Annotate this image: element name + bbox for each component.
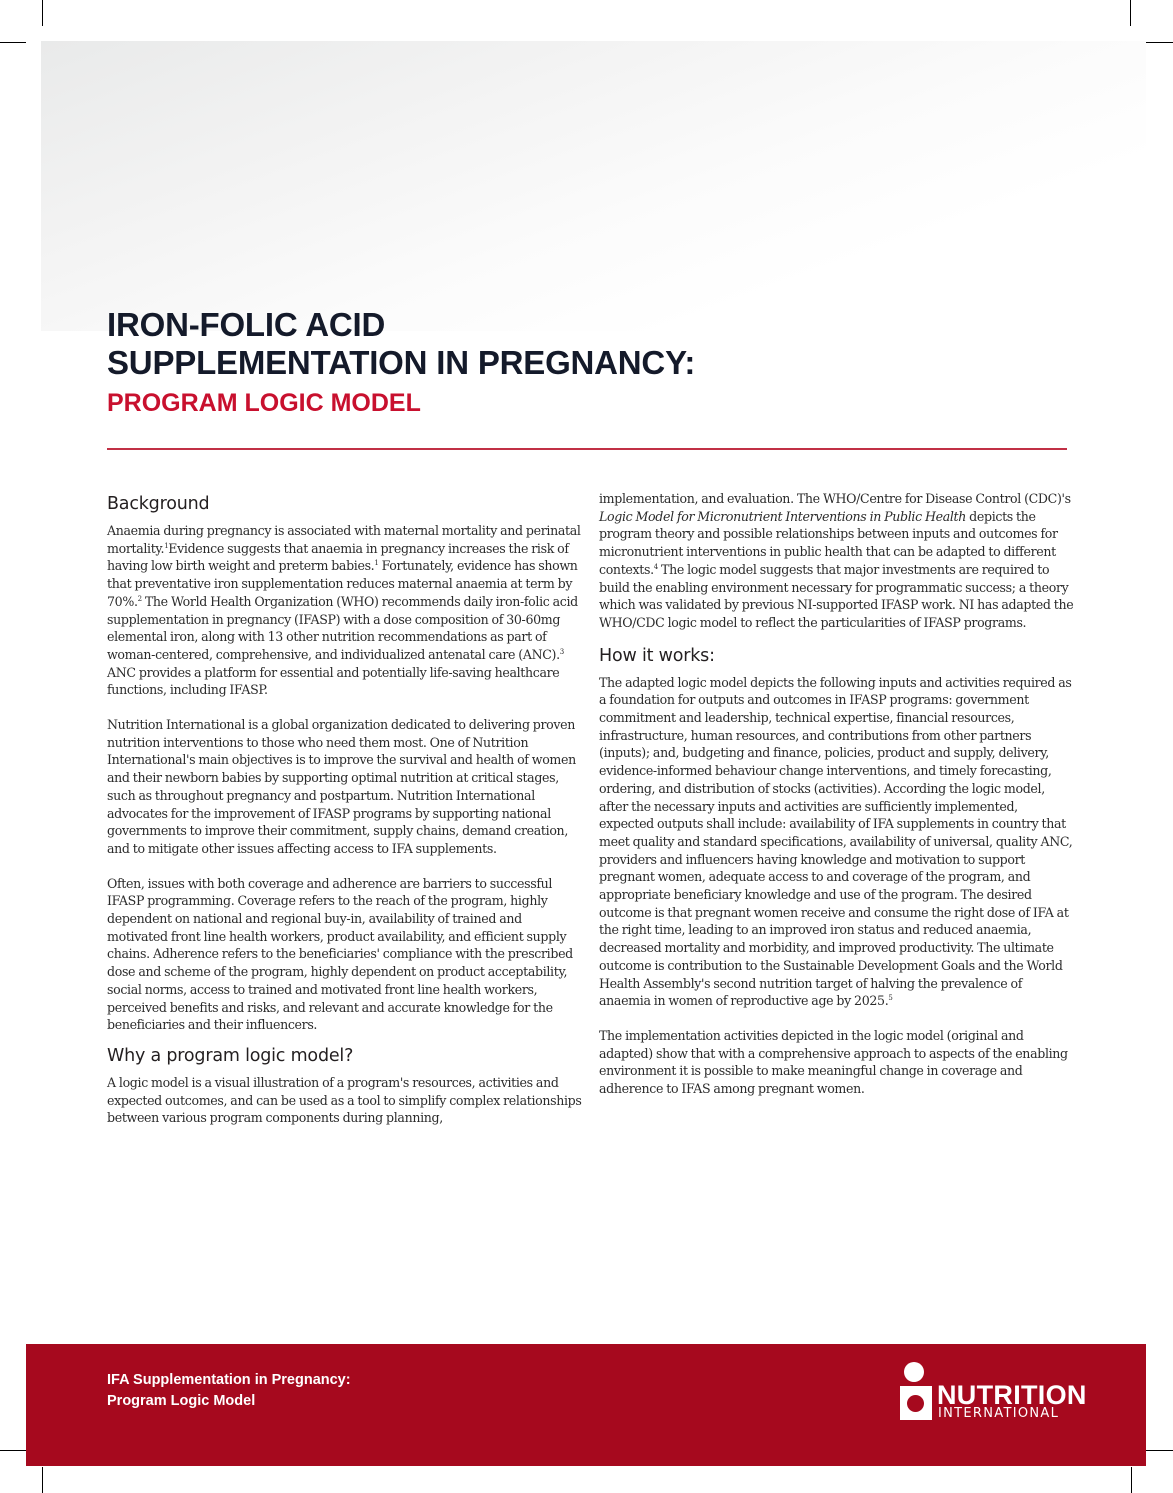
why-paragraph-1: A logic model is a visual illustration of a program's resources, activities and expected outcomes, and can be used as a tool to simplify complex relationships between various program components during planning,	[107, 1074, 582, 1126]
logo-wordmark-primary: NUTRITION	[937, 1380, 1087, 1410]
text: Fortunately, evidence has shown that preventative iron supplementation reduces maternal anaemia at term by 70%.	[107, 558, 578, 609]
section-heading-background: Background	[107, 494, 210, 514]
title-divider	[107, 448, 1067, 450]
text: The World Health Organization (WHO) recommends daily iron-folic acid supplementation in pregnancy (IFASP) with a dose composition of 30-60mg elemental iron, along with 13 other nutrition recommendations as part of woman-centered, comprehensive, and individualized antenatal care (ANC).	[107, 593, 578, 662]
page-title-line-1: IRON-FOLIC ACID	[107, 306, 386, 343]
footnote-ref: 5	[888, 994, 893, 1003]
footer-title	[107, 1370, 351, 1412]
footer-title-line-2: Program Logic Model	[107, 1393, 256, 1409]
crop-mark	[0, 1450, 26, 1451]
section-heading-how-it-works: How it works:	[599, 645, 715, 666]
crop-mark	[1146, 1450, 1173, 1451]
page-title-line-2: SUPPLEMENTATION IN PREGNANCY:	[107, 344, 696, 381]
background-paragraph-1	[107, 522, 582, 699]
footnote-ref: 3	[559, 647, 564, 656]
left-column	[107, 492, 582, 1144]
text: Anaemia during pregnancy is associated with maternal mortality and perinatal mortality.	[107, 523, 581, 556]
text: The adapted logic model depicts the following inputs and activities required as a foundation for outputs and outcomes in IFASP programs: government commitment and leadership, technical expertise, financial resources, infrastructure, human resources, and contributions from other partners (inputs); and, budgeting and finance, policies, product and supply, delivery, evidence-informed behaviour change interventions, and timely forecasting, ordering, and distribution of stocks (activities). According the logic model, after the necessary inputs and activities are sufficiently implemented, expected outputs shall include: availability of IFA supplements in country that meet quality and standard specifications, availability of universal, quality ANC, providers and influencers having knowledge and motivation to support pregnant women, adequate access to and coverage of the program, and appropriate beneficiary knowledge and use of the program. The desired outcome is that pregnant women receive and consume the right dose of IFA at the right time, leading to an improved iron status and reduced anaemia, decreased mortality and morbidity, and improved productivity. The ultimate outcome is contribution to the Sustainable Development Goals and the World Health Assembly's second nutrition target of halving the prevalence of anaemia in women of reproductive age by 2025.	[599, 674, 1073, 1009]
background-paragraph-2: Nutrition International is a global organization dedicated to delivering proven nutrition interventions to those who need them most. One of Nutrition International's main objectives is to improve the survival and health of women and their newborn babies by supporting optimal nutrition at critical stages, such as throughout pregnancy and postpartum. Nutrition International advocates for the improvement of IFASP programs by supporting national governments to improve their commitment, supply chains, demand creation, and to mitigate other issues affecting access to IFA supplements.	[107, 717, 576, 856]
logo-wordmark-secondary: INTERNATIONAL	[938, 1406, 1060, 1421]
crop-mark	[1131, 1467, 1132, 1493]
footnote-ref: 4	[653, 562, 658, 571]
crop-mark	[1130, 0, 1131, 26]
right-column	[599, 490, 1074, 1115]
text: implementation, and evaluation. The WHO/Centre for Disease Control (CDC)'s	[599, 491, 1071, 506]
nutrition-international-logo	[900, 1361, 1100, 1425]
publication-title: Logic Model for Micronutrient Interventions in Public Health	[599, 508, 967, 524]
text: depicts the program theory and possible relationships between inputs and outcomes for micronutrient interventions in public health that can be adapted to different contexts.	[599, 508, 1058, 577]
section-heading-why-logic-model: Why a program logic model?	[107, 1045, 354, 1066]
logo-inner-dot-icon	[907, 1395, 924, 1412]
text: ANC provides a platform for essential and potentially life-saving healthcare functions, including IFASP.	[107, 664, 560, 698]
footer-bar	[26, 1344, 1146, 1466]
page-subtitle: PROGRAM LOGIC MODEL	[107, 389, 421, 417]
how-paragraph-2: The implementation activities depicted in the logic model (original and adapted) show that with a comprehensive approach to aspects of the enabling environment it is possible to make meaningful change in coverage and adherence to IFAS among pregnant women.	[599, 1027, 1068, 1097]
footnote-ref: 2	[137, 594, 142, 603]
how-paragraph-1	[599, 674, 1074, 1010]
logo-dot-icon	[904, 1362, 924, 1382]
logo-square-icon	[900, 1386, 932, 1420]
text: Evidence suggests that anaemia in pregnancy increases the risk of having low birth weight and preterm babies.	[107, 540, 569, 574]
hero-background	[41, 41, 1146, 331]
background-paragraph-3: Often, issues with both coverage and adherence are barriers to successful IFASP programming. Coverage refers to the reach of the program, highly dependent on national and regional buy-in, availability of trained and motivated front line health workers, product availability, and efficient supply chains. Adherence refers to the beneficiaries' compliance with the prescribed dose and scheme of the program, highly dependent on product acceptability, social norms, access to trained and motivated front line health workers, perceived benefits and risks, and relevant and accurate knowledge for the beneficiaries and their influencers.	[107, 875, 573, 1033]
footnote-ref: 1	[164, 541, 169, 550]
footer-title-line-1: IFA Supplementation in Pregnancy:	[107, 1372, 351, 1388]
crop-mark	[42, 0, 43, 26]
why-paragraph-1-continued	[599, 490, 1074, 632]
title-block	[107, 306, 695, 418]
crop-mark	[0, 42, 26, 43]
footnote-ref: 1	[374, 559, 379, 568]
text: The logic model suggests that major investments are required to build the enabling environment necessary for programmatic success; a theory which was validated by previous NI-supported IFASP work. NI has adapted the WHO/CDC logic model to reflect the particularities of IFASP programs.	[599, 561, 1074, 630]
crop-mark	[42, 1467, 43, 1493]
crop-mark	[1146, 42, 1173, 43]
